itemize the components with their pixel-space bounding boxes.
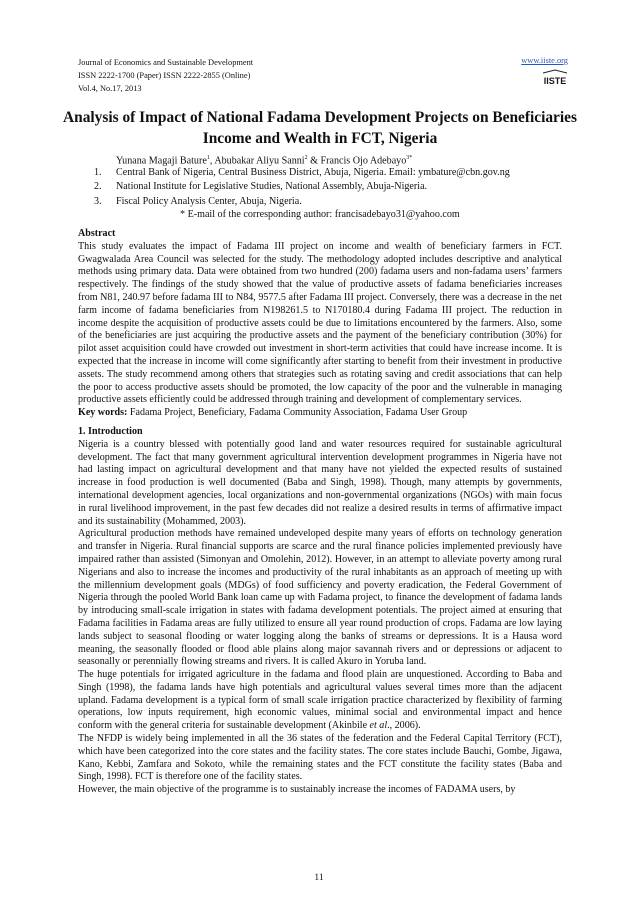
intro-heading: 1. Introduction [78,425,143,437]
affiliation-text: National Institute for Legislative Studies, National Assembly, Abuja-Nigeria. [116,181,428,193]
keywords-label: Key words: [78,407,128,419]
journal-name: Journal of Economics and Sustainable Development [78,58,254,67]
affiliation-item [94,166,510,180]
author-2: , Abubakar Aliyu Sanni [209,155,305,167]
author-1-mark: 1 [206,155,210,161]
keywords-text: Fadama Project, Beneficiary, Fadama Community Association, Fadama User Group [127,407,468,419]
journal-volume: Vol.4, No.17, 2013 [78,84,142,93]
abstract-heading: Abstract [78,228,116,239]
intro-p3-etal: et al [369,720,388,732]
affiliation-item [94,195,510,209]
iiste-logo-icon [541,69,569,89]
affiliation-number: 1. [94,167,102,178]
affiliation-item [94,180,510,194]
author-2-mark: 2 [304,155,308,161]
journal-issn: ISSN 2222-1700 (Paper) ISSN 2222-2855 (Online) [78,71,251,80]
abstract-text: This study evaluates the impact of Fadama III project on income and wealth of beneficiary farmers in FCT. Gwagwalada Area Council was selected for the study. The methodology adopted includes descriptive and analytical methods using primary data. Data were obtained from two hundred (200) fadama users and non-fadama users’ farmers respectively. The findings of the study showed that the value of productive assets of fadama beneficiaries increases from N81, 240.97 before fadama III to N84, 9577.5 after Fadama III project. Conversely, there was a decrease in the net farm income of fadama beneficiaries from N198261.5 to N170180.4 during Fadama III project. The reduction in income despite the acquisition of productive assets could be due to limitations encountered by the farmers. Also, some of the beneficiaries are just acquiring the productive assets and the payment of the beneficiary contribution (30%) for pilot asset acquisition could have crowded out investment in short-term activities that could have increase income. It is expected that the increase in income will come significantly after starting to benefit from their investment in productive assets. The study recommend among others that strategies such as rotating saving and credit associations that can help the poor to access productive assets should be promoted, the low capacity of the poor and the vulnerable in managing productive assets efficiently could be addressed through training and development of complementary services. [78,240,562,406]
affiliation-text: Central Bank of Nigeria, Central Business District, Abuja, Nigeria. Email: ymbature@cbn.gov.ng [116,167,510,178]
intro-paragraph [78,669,562,733]
author-3: & Francis Ojo Adebayo [307,155,407,167]
svg-text:IISTE: IISTE [543,76,567,86]
intro-p3-tail: ., 2006). [387,720,421,732]
affiliation-number: 3. [94,195,102,207]
page-number: 11 [314,873,324,883]
journal-url-link[interactable]: www.iiste.org [521,56,568,65]
author-1: Yunana Magaji Bature [116,155,207,167]
intro-p3-text: The huge potentials for irrigated agriculture in the fadama and flood plain are unquestioned. According to Baba and Singh (1998), the fadama lands have high potentials and agricultural values several times more than the adjacent upland. Fadama development is a typical form of small scale irrigation practice characterized by flexibility of farming operations, low inputs requirement, high economic values, minimal social and environmental impact and hence conform with the general criteria for sustainable development (Akinbile [78,669,562,732]
paper-title: Analysis of Impact of National Fadama Development Projects on Beneficiaries Income and Wealth in FCT, Nigeria [63,109,577,147]
keywords-line [78,407,562,420]
paper-body [78,228,562,797]
intro-paragraph: Agricultural production methods have remained undeveloped despite many years of efforts on technology generation and transfer in Nigeria. Rural financial supports are scarce and the rural finance policies implemented previously have impaired rather than assisted (Simonyan and Omolehin, 2012). However, in an attempt to alleviate poverty among rural Nigerians and also to increase the incomes and productivity of the rural inhabitants as an approach of meeting up with the millennium development goals (MDGs) of food sufficiency and poverty eradication, the Federal Government of Nigeria through the pooled World Bank loan came up with Fadama project, to finance the development of fadama lands by introducing small-scale irrigation in states with fadama development potentials. The project aimed at ensuring that Fadama facilities in Fadama areas are fully utilized to ensure all year round production of crops. Fadama are low laying lands subject to seasonal flooding or water logging along the banks of streams or depressions. It is a Hausa word meaning, the seasonally flooded or flood able plains along major savannah rivers and or depressions or adjacent to seasonally or perennially flowing streams and rivers. It is called Akuro in Yoruba land. [78,528,562,668]
affiliation-number: 2. [94,181,102,193]
intro-paragraph: The NFDP is widely being implemented in all the 36 states of the federation and the Federal Capital Territory (FCT), which have been categorized into the core states and the facility states. The core states include Bauchi, Gombe, Jigawa, Kano, Kebbi, Zamfara and Sokoto, while the remaining states and the FCT constitute the facility states (Baba and Singh, 1998). FCT is therefore one of the facility states. [78,733,562,783]
author-3-mark: 3* [406,155,413,161]
intro-paragraph: Nigeria is a country blessed with potentially good land and water resources required for sustainable agricultural development. The fact that many government agricultural intervention development programmes in Nigeria have not had lasting impact on agricultural development and that many have not yielded the expected results of sustained increase in food production is well documented (Baba and Singh, 1998). Though, many attempts by governments, international development agencies, local organizations and non-governmental organizations (NGOs) with main focus in rural livelihood improvement, in the past few decades did not realize a desired results in terms of affirmative impact and its sustainability (Mohammed, 2003). [78,438,562,527]
corresponding-author-email: * E-mail of the corresponding author: francisadebayo31@yahoo.com [180,209,460,220]
intro-paragraph: However, the main objective of the programme is to sustainably increase the incomes of FADAMA users, by [78,784,516,796]
journal-header [78,56,253,95]
affiliation-list [94,166,510,209]
affiliation-text: Fiscal Policy Analysis Center, Abuja, Nigeria. [116,195,302,207]
